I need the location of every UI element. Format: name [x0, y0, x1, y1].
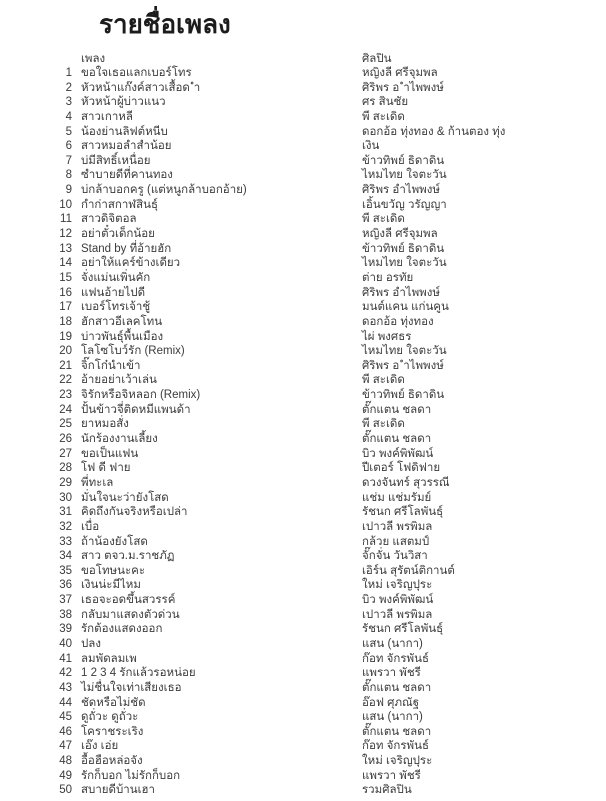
- artist-name: แสน (นากา): [362, 711, 423, 724]
- artist-name: แช่ม แช่มรัมย์: [362, 491, 432, 504]
- row-number: 26: [59, 433, 72, 446]
- row-number: 28: [59, 462, 72, 475]
- row-number: 33: [59, 535, 72, 548]
- row-number: 49: [59, 769, 72, 782]
- row-number: 17: [59, 301, 72, 314]
- table-row: [0, 696, 606, 711]
- artist-name: เอิ้นขวัญ วรัญญา: [362, 198, 447, 211]
- table-row: [0, 271, 606, 286]
- artist-name: ศิริพร อำไพพงษ์: [362, 286, 440, 299]
- table-row: [0, 125, 606, 140]
- artist-name: อ๊อฟ ศุภณัฐ: [362, 696, 420, 709]
- artist-name: หญิงลี ศรีจุมพล: [362, 67, 438, 79]
- song-title: ขอเป็นแฟน: [81, 447, 139, 460]
- row-number: 15: [59, 271, 72, 284]
- song-title: โฟ ดี ฟาย: [81, 462, 131, 475]
- table-row: [0, 139, 606, 154]
- artist-name: ไผ่ พงศธร: [362, 330, 412, 343]
- artist-name: ดวงจันทร์ สุวรรณี: [362, 476, 450, 489]
- song-title: จิ๊กโก๋นำเข้า: [81, 359, 141, 372]
- artist-name: ต่าย อรทัย: [362, 271, 414, 284]
- artist-name: ก๊อท จักรพันธ์: [362, 652, 429, 665]
- table-row: [0, 461, 606, 476]
- row-number: 35: [59, 564, 72, 577]
- column-headers: [0, 52, 606, 67]
- table-row: [0, 242, 606, 257]
- table-row: [0, 549, 606, 564]
- row-number: 7: [65, 154, 72, 167]
- table-row: [0, 344, 606, 359]
- song-title: อย่าให้แคร์ข้างเดียว: [81, 257, 181, 270]
- artist-name: พี สะเดิด: [362, 418, 405, 431]
- artist-name: ใหม่ เจริญปุระ: [362, 579, 433, 592]
- song-title: ดูถั่วะ ดูถั่วะ: [81, 711, 139, 724]
- row-number: 12: [59, 228, 72, 241]
- table-row: [0, 286, 606, 301]
- row-number: 22: [59, 374, 72, 387]
- row-number: 16: [59, 286, 72, 299]
- artist-name: รัชนก ศรีโลพันธุ์: [362, 623, 444, 636]
- table-row: [0, 417, 606, 432]
- song-title: เอ๊ง เอ่ย: [81, 740, 119, 753]
- table-row: [0, 403, 606, 418]
- row-number: 48: [59, 755, 72, 768]
- table-row: [0, 300, 606, 315]
- song-column-header: เพลง: [81, 53, 106, 65]
- artist-name: พี สะเดิด: [362, 110, 405, 123]
- song-title: อ้ายอย่าเว้าเล่น: [81, 374, 157, 387]
- table-row: [0, 168, 606, 183]
- artist-name: หญิงลี ศรีจุมพล: [362, 228, 438, 241]
- table-row: [0, 315, 606, 330]
- artist-name: ตั๊กแตน ชลดา: [362, 403, 432, 416]
- song-title: Stand by ที่อ้ายฮัก: [81, 242, 172, 255]
- row-number: 36: [59, 579, 72, 592]
- row-number: 20: [59, 345, 72, 358]
- row-number: 46: [59, 725, 72, 738]
- table-row: [0, 608, 606, 623]
- song-title: เงินน่ะมีไหม: [81, 579, 141, 592]
- row-number: 47: [59, 740, 72, 753]
- song-title: มั่นใจนะว่ายังโสด: [81, 491, 169, 504]
- artist-name: แพรวา พัชรี: [362, 667, 421, 680]
- song-title: สาวหมอลำสำน้อย: [81, 140, 172, 153]
- artist-name: เอิร์น สุรัตน์ติกานต์: [362, 564, 455, 577]
- song-title: ยาหมอสั่ง: [81, 418, 129, 431]
- artist-name: ไหมไทย ใจตะวัน: [362, 169, 447, 182]
- row-number: 21: [59, 359, 72, 372]
- table-row: [0, 256, 606, 271]
- row-number: 11: [60, 213, 72, 226]
- row-number: 23: [59, 389, 72, 402]
- artist-name: ศิริพร อ ำไพพงษ์: [362, 359, 444, 372]
- song-title: แฟนอ้ายไปดี: [81, 286, 146, 299]
- artist-name: เปาวลี พรพิมล: [362, 520, 433, 533]
- table-row: [0, 520, 606, 535]
- table-row: [0, 769, 606, 784]
- song-title: นักร้องงานเลี้ยง: [81, 433, 158, 446]
- artist-name: ข้าวทิพย์ ธิดาดิน: [362, 242, 445, 255]
- artist-name: รวมศิลปิน: [362, 784, 412, 797]
- table-row: [0, 491, 606, 506]
- artist-name: ศิริพร อ ำไพพงษ์: [362, 81, 444, 94]
- row-number: 45: [59, 711, 72, 724]
- row-number: 1: [65, 67, 72, 79]
- artist-name: ศร สินชัย: [362, 96, 409, 109]
- row-number: 32: [59, 520, 72, 533]
- row-number: 10: [59, 198, 72, 211]
- table-row: [0, 183, 606, 198]
- row-number: 24: [59, 403, 72, 416]
- table-row: [0, 198, 606, 213]
- artist-name: บิว พงค์พิพัฒน์: [362, 594, 434, 607]
- artist-name: ใหม่ เจริญปุระ: [362, 755, 433, 768]
- page-title: รายชื่อเพลง: [99, 9, 231, 39]
- table-row: [0, 95, 606, 110]
- song-title: เบอร์โทรเจ้าชู้: [81, 301, 151, 314]
- table-row: [0, 388, 606, 403]
- artist-name: ดอกอ้อ ทุ่งทอง: [362, 315, 434, 328]
- song-title: ไม่ชื่นใจเท่าเสียงเธอ: [81, 681, 182, 694]
- song-title: ลมพัดลมเพ: [81, 652, 137, 665]
- row-number: 27: [59, 447, 72, 460]
- song-title: โลโซโบว์รัก (Remix): [81, 345, 185, 358]
- row-number: 29: [59, 476, 72, 489]
- row-number: 31: [59, 506, 72, 519]
- row-number: 40: [59, 637, 72, 650]
- table-row: [0, 666, 606, 681]
- table-row: [0, 227, 606, 242]
- artist-name: ตั๊กแตน ชลดา: [362, 433, 432, 446]
- artist-name: แพรวา พัชรี: [362, 769, 421, 782]
- row-number: 41: [59, 652, 72, 665]
- artist-name: แสน (นากา): [362, 637, 423, 650]
- artist-name: จั๊กจั่น วันวิสา: [362, 550, 428, 563]
- artist-name: รัชนก ศรีโลพันธุ์: [362, 506, 444, 519]
- song-title: สาวเกาหลี: [81, 110, 133, 123]
- row-number: 13: [59, 242, 72, 255]
- row-number: 38: [59, 608, 72, 621]
- song-title: ปั้นข้าวจี่ติดหมีแพนด้า: [81, 403, 191, 416]
- artist-name: ตั๊กแตน ชลดา: [362, 681, 432, 694]
- song-title: จั่งแม่นเพิ่นคัก: [81, 271, 151, 284]
- artist-name: บิว พงค์พิพัฒน์: [362, 447, 434, 460]
- song-title: ขอใจเธอแลกเบอร์โทร: [81, 67, 192, 79]
- row-number: 8: [65, 169, 72, 182]
- song-title: คิดถึงกันจริงหรือเปล่า: [81, 506, 188, 519]
- song-title: สบายดีบ้านเฮา: [81, 784, 156, 797]
- table-row: [0, 373, 606, 388]
- table-row: [0, 725, 606, 740]
- artist-name: ปีเตอร์ โฟดิฟาย: [362, 462, 441, 475]
- row-number: 4: [65, 110, 72, 123]
- table-row: [0, 432, 606, 447]
- song-title: หัวหน้าแก๊งค์สาวเสื้อด ำ: [81, 81, 201, 94]
- song-title: บ่มีสิทธิ์เหนื่อย: [81, 154, 151, 167]
- artist-name: เปาวลี พรพิมล: [362, 608, 433, 621]
- row-number: 5: [65, 125, 72, 138]
- row-number: 34: [59, 550, 72, 563]
- table-row: [0, 110, 606, 125]
- artist-name: ไหมไทย ใจตะวัน: [362, 257, 447, 270]
- song-title: พี่ทะเล: [81, 476, 114, 489]
- song-title: ถ้าน้องยังโสด: [81, 535, 148, 548]
- row-number: 19: [59, 330, 72, 343]
- song-title: โคราชระเริง: [81, 725, 144, 738]
- row-number: 14: [59, 257, 72, 270]
- song-title: อื้อฮือหล่อจัง: [81, 755, 143, 768]
- table-row: [0, 359, 606, 374]
- table-row: [0, 739, 606, 754]
- song-table: [0, 66, 606, 798]
- artist-name: เงิน: [362, 140, 380, 153]
- table-row: [0, 330, 606, 345]
- table-row: [0, 212, 606, 227]
- row-number: 9: [65, 184, 72, 197]
- song-title: หัวหน้าผู้บ่าวแนว: [81, 96, 166, 109]
- table-row: [0, 81, 606, 96]
- row-number: 18: [59, 315, 72, 328]
- table-row: [0, 564, 606, 579]
- artist-name: กล้วย แสตมป์: [362, 535, 430, 548]
- row-number: 50: [59, 784, 72, 797]
- row-number: 43: [59, 681, 72, 694]
- table-row: [0, 754, 606, 769]
- song-title: น้องย่านลิฟต์หนีบ: [81, 125, 168, 138]
- table-row: [0, 593, 606, 608]
- artist-name: ไหมไทย ใจตะวัน: [362, 345, 447, 358]
- artist-name: ข้าวทิพย์ ธิดาดิน: [362, 389, 445, 402]
- row-number: 39: [59, 623, 72, 636]
- song-title: สาว ตจว.ม.ราชภัฏ: [81, 550, 175, 563]
- table-row: [0, 652, 606, 667]
- row-number: 42: [59, 667, 72, 680]
- table-row: [0, 476, 606, 491]
- song-title: กำก่าสกาฬสินธุ์: [81, 198, 159, 211]
- song-title: บ่าวพันธุ์พื้นเมือง: [81, 330, 164, 343]
- table-row: [0, 622, 606, 637]
- artist-name: ก๊อท จักรพันธ์: [362, 740, 429, 753]
- row-number: 3: [65, 96, 72, 109]
- artist-name: ตั๊กแตน ชลดา: [362, 725, 432, 738]
- table-row: [0, 154, 606, 169]
- song-title: บ่กล้าบอกครู (แต่หนูกล้าบอกอ้าย): [81, 184, 247, 197]
- song-title: กลับมาแสดงตัวด่วน: [81, 608, 180, 621]
- row-number: 6: [65, 140, 72, 153]
- artist-name: ศิริพร อำไพพงษ์: [362, 184, 440, 197]
- row-number: 44: [59, 696, 72, 709]
- table-row: [0, 535, 606, 550]
- table-row: [0, 578, 606, 593]
- song-title: จิรักหรือจิหลอก (Remix): [81, 389, 201, 402]
- song-title: ชัดหรือไม่ชัด: [81, 696, 146, 709]
- song-title: ฮักสาวอีเลคโทน: [81, 315, 163, 328]
- artist-name: พี สะเดิด: [362, 374, 405, 387]
- song-title: ขอโทษนะคะ: [81, 564, 146, 577]
- song-title: รักต้องแสดงออก: [81, 623, 163, 636]
- artist-name: พี สะเดิด: [362, 213, 405, 226]
- song-title: สาวดิจิตอล: [81, 213, 137, 226]
- song-title: รักก็บอก ไม่รักก็บอก: [81, 769, 181, 782]
- row-number: 25: [59, 418, 72, 431]
- table-row: [0, 505, 606, 520]
- song-title: เธอจะอดขึ้นสวรรค์: [81, 594, 176, 607]
- table-row: [0, 66, 606, 81]
- row-number: 37: [59, 594, 72, 607]
- artist-name: ดอกอ้อ ทุ่งทอง & ก้านตอง ทุ่ง: [362, 125, 506, 138]
- artist-column-header: ศิลปิน: [362, 53, 392, 65]
- song-title: เบื่อ: [81, 520, 100, 533]
- song-title: ปลง: [81, 637, 101, 650]
- table-row: [0, 783, 606, 798]
- table-row: [0, 710, 606, 725]
- artist-name: มนต์แคน แก่นคูน: [362, 301, 449, 314]
- song-title: ซำบายดีที่คานทอง: [81, 169, 173, 182]
- table-row: [0, 681, 606, 696]
- table-row: [0, 447, 606, 462]
- row-number: 30: [59, 491, 72, 504]
- artist-name: ข้าวทิพย์ ธิดาดิน: [362, 154, 445, 167]
- song-title: อย่าตั๋วเด็กน้อย: [81, 228, 155, 241]
- table-row: [0, 637, 606, 652]
- song-title: 1 2 3 4 รักแล้วรอหน่อย: [81, 667, 196, 680]
- row-number: 2: [65, 81, 72, 94]
